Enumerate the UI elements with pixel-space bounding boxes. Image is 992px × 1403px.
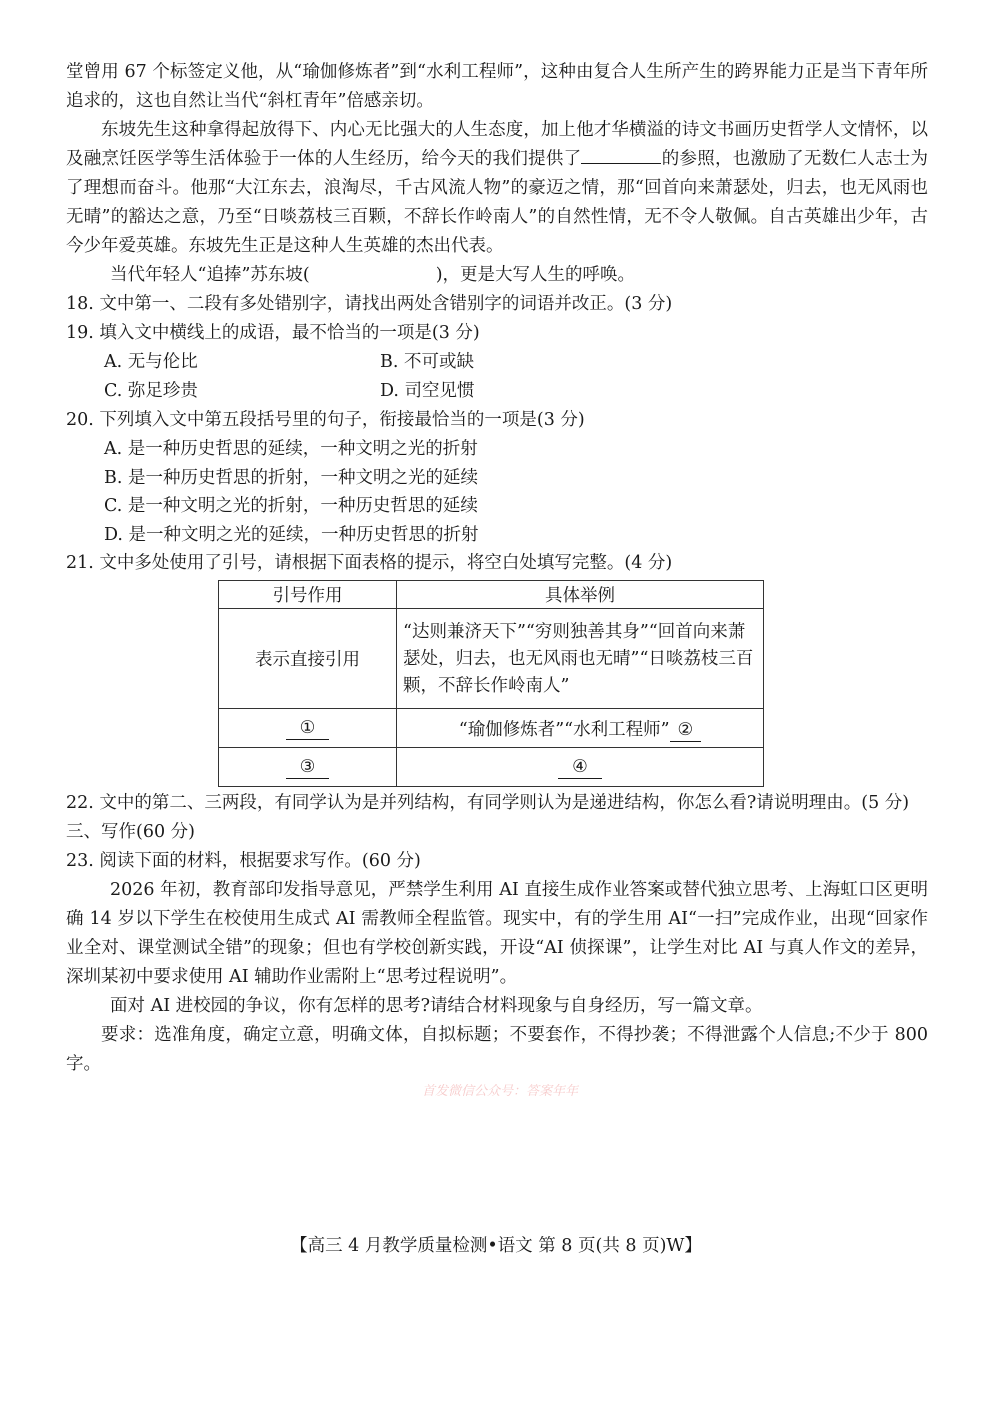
q20-option-a: A. 是一种历史哲思的延续，一种文明之光的折射 — [104, 439, 478, 459]
passage-paragraph-2 — [66, 116, 928, 261]
table-cell-direct-quote: 表示直接引用 — [219, 609, 397, 709]
q20-option-b: B. 是一种历史哲思的折射，一种文明之光的延续 — [104, 467, 478, 488]
q19-options-row-2 — [66, 377, 928, 406]
q19-options-row-1 — [66, 348, 928, 377]
question-18: 18. 文中第一、二段有多处错别字，请找出两处含错别字的词语并改正。(3 分) — [66, 294, 673, 314]
exam-page — [66, 58, 928, 1079]
blank-2-label: ② — [670, 720, 702, 742]
question-21: 21. 文中多处使用了引号，请根据下面表格的提示，将空白处填写完整。(4 分) — [66, 553, 673, 573]
table-header-row — [219, 581, 764, 609]
question-22: 22. 文中的第二、三两段，有同学认为是并列结构，有同学则认为是递进结构，你怎么看?请说明理由。(5 分) — [66, 793, 910, 813]
q20-option-c: C. 是一种文明之光的折射，一种历史哲思的延续 — [104, 496, 478, 516]
question-19: 19. 填入文中横线上的成语，最不恰当的一项是(3 分) — [66, 323, 480, 343]
table-row — [219, 709, 764, 748]
page-footer: 【高三 4 月教学质量检测•语文 第 8 页(共 8 页)W】 — [290, 1236, 702, 1256]
table-cell-quote-examples: “达则兼济天下”“穷则独善其身”“回首向来萧瑟处，归去，也无风雨也无晴”“日啖荔枝三百颗，不辞长作岭南人” — [397, 609, 764, 709]
label-examples-text: “瑜伽修炼者”“水利工程师” — [458, 719, 670, 740]
blank-1-label: ① — [286, 718, 330, 740]
quotation-mark-table — [218, 580, 764, 787]
table-header-function: 引号作用 — [219, 581, 397, 609]
q19-option-c: C. 弥足珍贵 — [104, 381, 198, 401]
question-23: 23. 阅读下面的材料，根据要求写作。(60 分) — [66, 851, 421, 871]
passage-paragraph-2-start: 东坡先生这种拿得起放得下、内心无比强大的人生态度，加上他才华横溢的诗文书画历史哲学人文情怀，以及融烹饪医学等生活体验于一体的人生经历，给今天的我们提供了 — [66, 120, 928, 169]
writing-prompt: 面对 AI 进校园的争议，你有怎样的思考?请结合材料现象与自身经历，写一篇文章。 — [110, 996, 763, 1016]
table-cell-blank-4 — [397, 748, 764, 787]
table-row — [219, 609, 764, 709]
q19-option-d: D. 司空见惯 — [380, 381, 475, 401]
table-cell-label-examples — [397, 709, 764, 748]
writing-requirements: 要求：选准角度，确定立意，明确文体，自拟标题；不要套作，不得抄袭；不得泄露个人信息;不少于 800 字。 — [66, 1025, 928, 1074]
table-cell-blank-1 — [219, 709, 397, 748]
passage-paragraph-1: 堂曾用 67 个标签定义他，从“瑜伽修炼者”到“水利工程师”，这种由复合人生所产生的跨界能力正是当下青年所追求的，这也自然让当代“斜杠青年”倍感亲切。 — [66, 62, 928, 111]
q19-option-b: B. 不可或缺 — [380, 352, 474, 372]
table-row — [219, 748, 764, 787]
passage-paragraph-3 — [66, 261, 928, 290]
q20-option-d: D. 是一种文明之光的延续，一种历史哲思的折射 — [104, 524, 479, 545]
question-20: 20. 下列填入文中第五段括号里的句子，衔接最恰当的一项是(3 分) — [66, 410, 585, 430]
passage-paragraph-3-start: 当代年轻人“追捧”苏东坡( — [110, 265, 310, 285]
blank-4-label: ④ — [558, 757, 602, 779]
passage-paragraph-3-end: )，更是大写人生的呼唤。 — [435, 265, 636, 285]
watermark: 首发微信公众号：答案年年 — [422, 1084, 579, 1099]
section-writing-title: 三、写作(60 分) — [66, 822, 195, 842]
q19-option-a: A. 无与伦比 — [104, 352, 198, 372]
idiom-blank — [581, 145, 661, 164]
table-cell-blank-3 — [219, 748, 397, 787]
blank-3-label: ③ — [286, 757, 330, 779]
passage-paragraph-2-end: 的参照，也激励了无数仁人志士为了理想而奋斗。他那“大江东去，浪淘尽，千古风流人物”的豪迈之情，那“回首向来萧瑟处，归去，也无风雨也无晴”的豁达之意，乃至“日啖荔枝三百颗，不辞长作岭南人”的自然性情，无不令人敬佩。自古英雄出少年，古今少年爱英雄。东坡先生正是这种人生英雄的杰出代表。 — [66, 149, 929, 256]
writing-material: 2026 年初，教育部印发指导意见，严禁学生利用 AI 直接生成作业答案或替代独立思考、上海虹口区更明确 14 岁以下学生在校使用生成式 AI 需教师全程监管。现实中，有的学生用 AI“一扫”完成作业，出现“回家作业全对、课堂测试全错”的现象；但也有学校创新实践，开设“AI 侦探课”，让学生对比 AI 与真人作文的差异，深圳某初中要求使用 AI 辅助作业需附上“思考过程说明”。 — [66, 880, 928, 987]
table-header-example: 具体举例 — [397, 581, 764, 609]
